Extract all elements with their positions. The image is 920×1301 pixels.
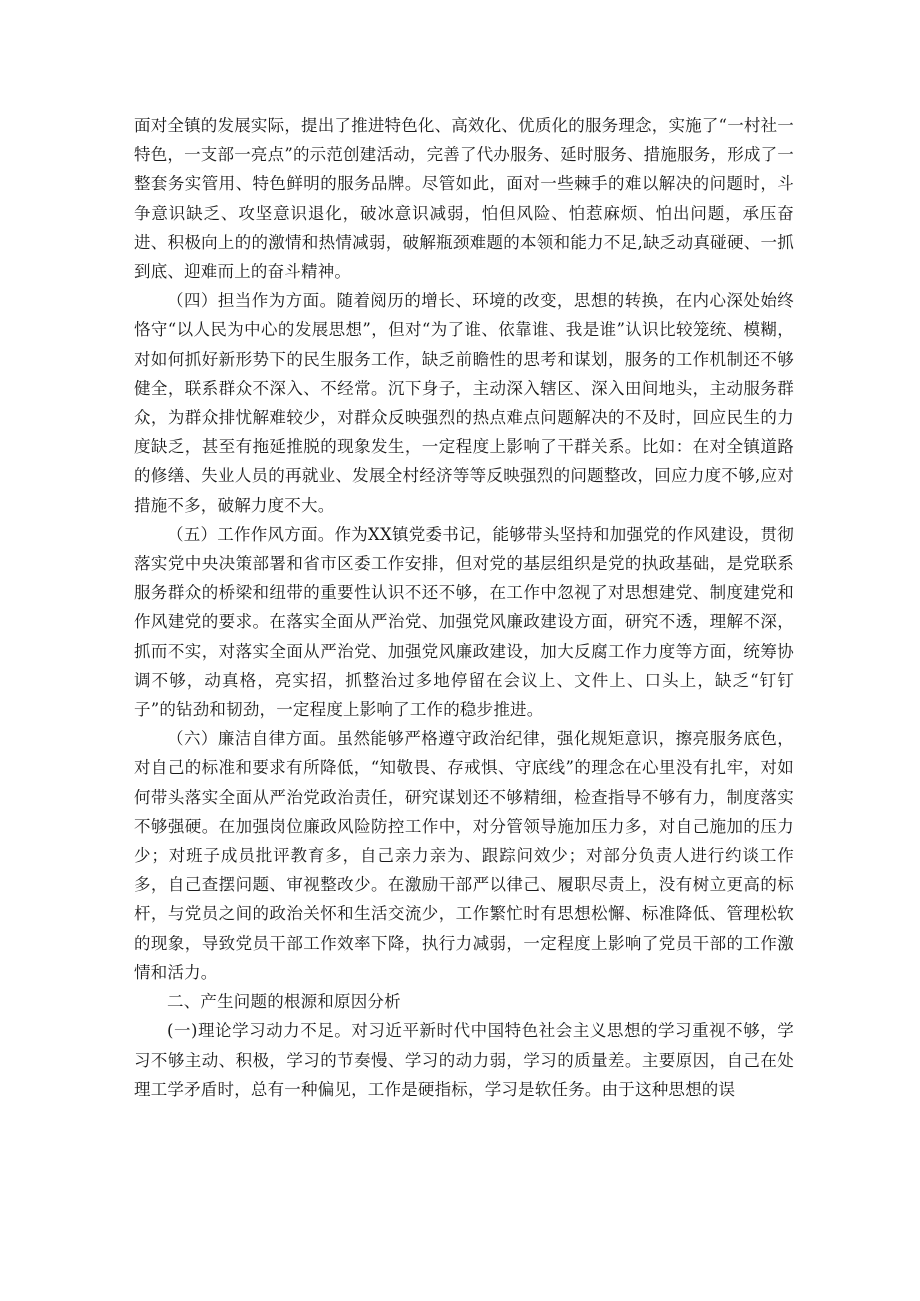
paragraph-responsibility: （四）担当作为方面。随着阅历的增长、环境的改变，思想的转换，在内心深处始终恪守“以人民为中心的发展思想”，但对“为了谁、依靠谁、我是谁”认识比较笼统、模糊，对如何抓好新形势下的民生服务工作，缺乏前瞻性的思考和谋划，服务的工作机制还不够健全，联系群众不深入、不经常。沉下身子，主动深入辖区、深入田间地头，主动服务群众，为群众排忧解难较少，对群众反映强烈的热点难点问题解决的不及时，回应民生的力度缺乏，甚至有拖延推脱的现象发生，一定程度上影响了干群关系。比如：在对全镇道路的修缮、失业人员的再就业、发展全村经济等等反映强烈的问题整改，回应力度不够,应对措施不多，破解力度不大。 (134, 291, 794, 515)
paragraph-service-continuation: 面对全镇的发展实际，提出了推进特色化、高效化、优质化的服务理念，实施了“一村社一特色，一支部一亮点”的示范创建活动，完善了代办服务、延时服务、措施服务，形成了一整套务实管用、特色鲜明的服务品牌。尽管如此，面对一些棘手的难以解决的问题时，斗争意识缺乏、攻坚意识退化，破冰意识减弱，怕但风险、怕惹麻烦、怕出问题，承压奋进、积极向上的的激情和热情减弱，破解瓶颈难题的本领和能力不足,缺乏动真碰硬、一抓到底、迎难而上的奋斗精神。 (134, 116, 794, 282)
section-heading-root-causes: 二、产生问题的根源和原因分析 (167, 992, 401, 1012)
document-page (134, 111, 794, 1104)
paragraph-work-style: （五）工作作风方面。作为XX镇党委书记，能够带头坚持和加强党的作风建设，贯彻落实党中央决策部署和省市区委工作安排，但对党的基层组织是党的执政基础，是党联系服务群众的桥梁和纽带的重要性认识不还不够，在工作中忽视了对思想建党、制度建党和作风建党的要求。在落实全面从严治党、加强党风廉政建设方面，研究不透，理解不深，抓而不实，对落实全面从严治党、加强党风廉政建设，加大反腐工作力度等方面，统筹协调不够，动真格，亮实招，抓整治过多地停留在会议上、文件上、口头上，缺乏“钉钉子”的钻劲和韧劲，一定程度上影响了工作的稳步推进。 (134, 524, 794, 720)
paragraph-theory-study: (一)理论学习动力不足。对习近平新时代中国特色社会主义思想的学习重视不够，学习不够主动、积极，学习的节奏慢、学习的动力弱，学习的质量差。主要原因，自己在处理工学矛盾时，总有一种偏见，工作是硬指标，学习是软任务。由于这种思想的误 (134, 1021, 794, 1099)
paragraph-integrity: （六）廉洁自律方面。虽然能够严格遵守政治纪律，强化规矩意识，擦亮服务底色，对自己的标准和要求有所降低，“知敬畏、存戒惧、守底线”的理念在心里没有扎牢，对如何带头落实全面从严治党政治责任，研究谋划还不够精细，检查指导不够有力，制度落实不够强硬。在加强岗位廉政风险防控工作中，对分管领导施加压力多，对自己施加的压力少；对班子成员批评教育多，自己亲力亲为、跟踪问效少；对部分负责人进行约谈工作多，自己查摆问题、审视整改少。在激励干部严以律己、履职尽责上，没有树立更高的标杆，与党员之间的政治关怀和生活交流少，工作繁忙时有思想松懈、标准降低、管理松软的现象，导致党员干部工作效率下降，执行力减弱，一定程度上影响了党员干部的工作激情和活力。 (134, 729, 794, 982)
